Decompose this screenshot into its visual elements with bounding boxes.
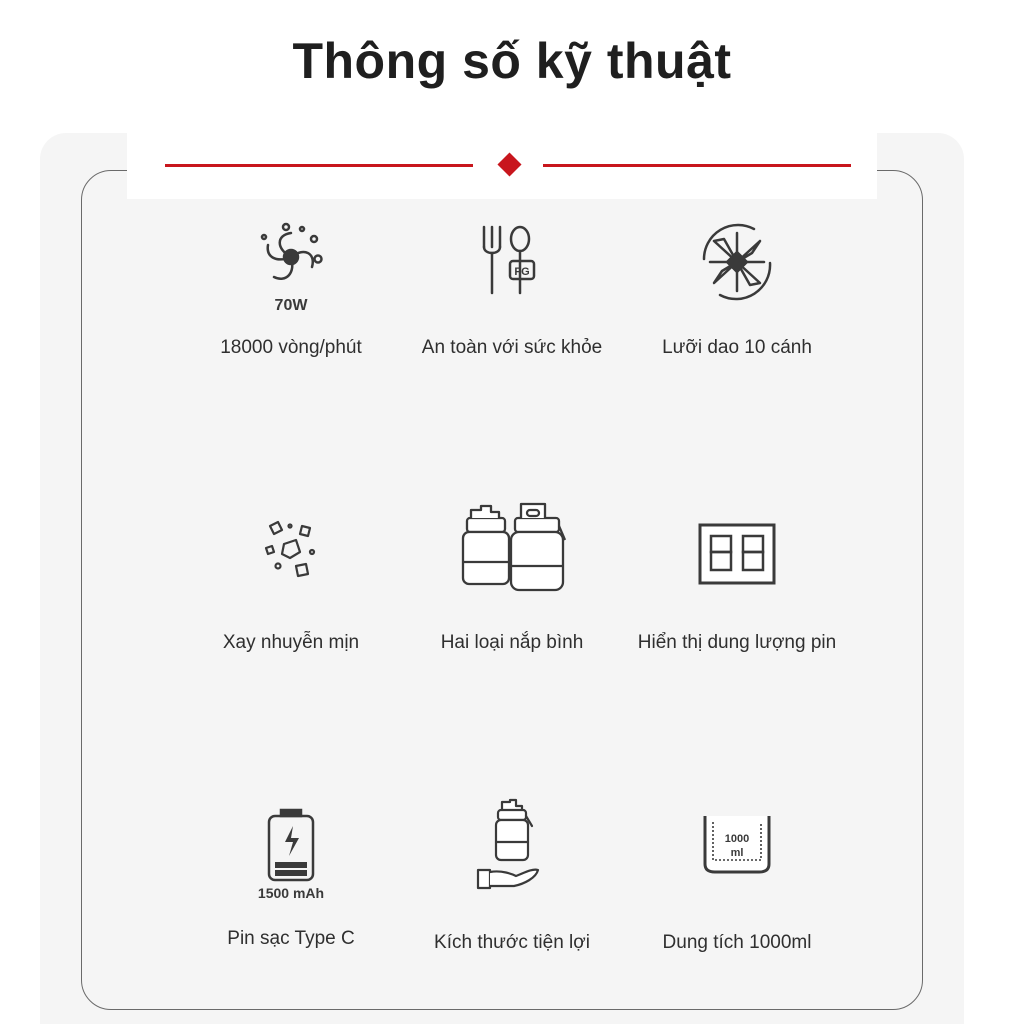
food-grade-icon — [472, 223, 552, 303]
digital-display-icon — [697, 522, 777, 586]
svg-text:1000: 1000 — [724, 833, 750, 845]
feature-blade — [617, 215, 857, 375]
hand-bottle-icon — [472, 798, 552, 894]
svg-text:70W: 70W — [274, 297, 308, 314]
feature-label: Hiển thị dung lượng pin — [637, 632, 837, 653]
feature-bottles — [392, 510, 632, 670]
feature-label: Kích thước tiện lợi — [434, 932, 590, 953]
feature-label: Lưỡi dao 10 cánh — [662, 337, 812, 358]
svg-text:1500 mAh: 1500 mAh — [257, 885, 325, 901]
feature-label: Hai loại nắp bình — [440, 632, 584, 653]
crushed-ice-icon — [256, 514, 326, 588]
feature-label: Pin sạc Type C — [227, 928, 355, 949]
svg-text:FG: FG — [514, 266, 530, 278]
two-bottles-icon — [457, 500, 567, 596]
feature-label: Xay nhuyễn mịn — [222, 632, 360, 653]
capacity-cup-icon — [697, 810, 777, 880]
page-title: Thông số kỹ thuật — [292, 33, 732, 89]
motor-power-icon — [246, 217, 336, 317]
feature-label: 18000 vòng/phút — [220, 337, 362, 358]
feature-food-grade — [392, 215, 632, 375]
battery-icon — [241, 808, 341, 908]
feature-display — [617, 510, 857, 670]
feature-battery — [171, 806, 411, 966]
svg-text:ml: ml — [730, 847, 744, 859]
divider-left — [165, 164, 473, 167]
feature-portable — [392, 796, 632, 956]
feature-capacity — [617, 806, 857, 966]
divider-right — [543, 164, 851, 167]
feature-label: An toàn với sức khỏe — [421, 337, 603, 358]
feature-motor — [171, 215, 411, 375]
feature-label: Dung tích 1000ml — [662, 932, 812, 953]
blade-icon — [694, 219, 780, 305]
feature-crush — [171, 510, 411, 670]
